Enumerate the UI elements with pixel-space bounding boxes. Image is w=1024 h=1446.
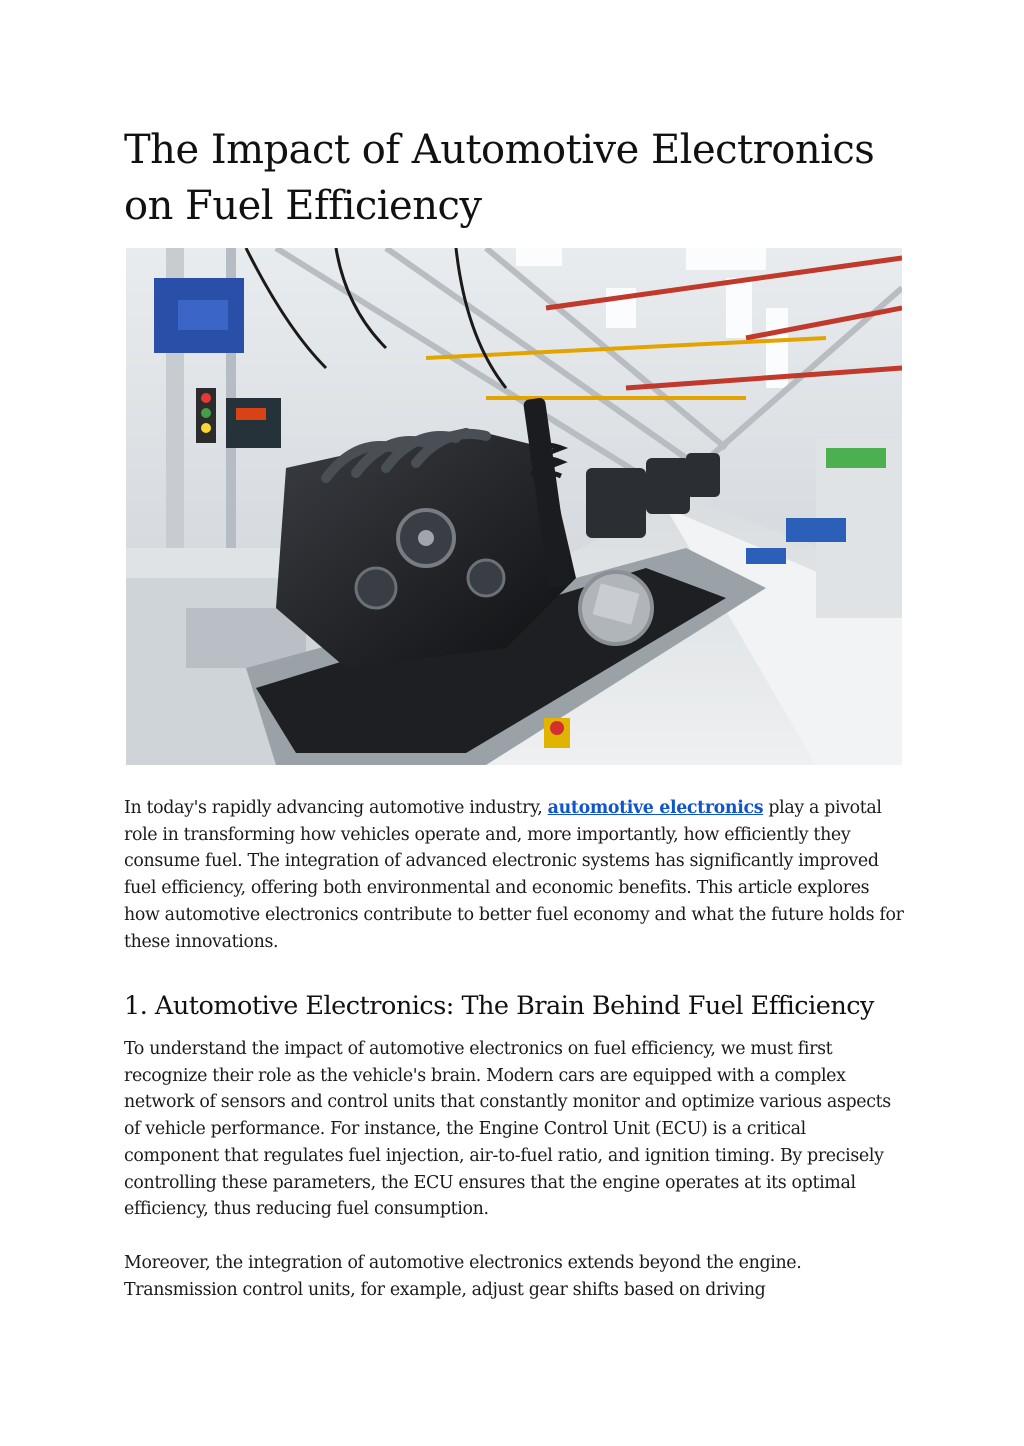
section-heading: 1. Automotive Electronics: The Brain Behind Fuel Efficiency — [124, 991, 874, 1021]
intro-paragraph — [124, 795, 904, 955]
article-title: The Impact of Automotive Electronics on Fuel Efficiency — [124, 127, 875, 229]
section-paragraph-2: Moreover, the integration of automotive electronics extends beyond the engine. Transmission control units, for example, adjust gear shifts based on driving — [124, 1253, 802, 1300]
intro-text-start: In today's rapidly advancing automotive industry, — [124, 798, 548, 818]
automotive-electronics-link[interactable]: automotive electronics — [547, 798, 764, 818]
factory-illustration — [126, 248, 902, 765]
intro-text-end: play a pivotal role in transforming how vehicles operate and, more importantly, how efficiently they consume fuel. The integration of advanced electronic systems has significantly improved fuel efficiency, offering both environmental and economic benefits. This article explores how automotive electronics contribute to better fuel economy and what the future holds for these innovations. — [124, 798, 904, 952]
engine-assembly-image — [126, 248, 902, 765]
section-paragraph-1: To understand the impact of automotive electronics on fuel efficiency, we must first recognize their role as the vehicle's brain. Modern cars are equipped with a complex network of sensors and control units that constantly monitor and optimize various aspects of vehicle performance. For instance, the Engine Control Unit (ECU) is a critical component that regulates fuel injection, air-to-fuel ratio, and ignition timing. By precisely controlling these parameters, the ECU ensures that the engine operates at its optimal efficiency, thus reducing fuel consumption. — [124, 1039, 891, 1220]
